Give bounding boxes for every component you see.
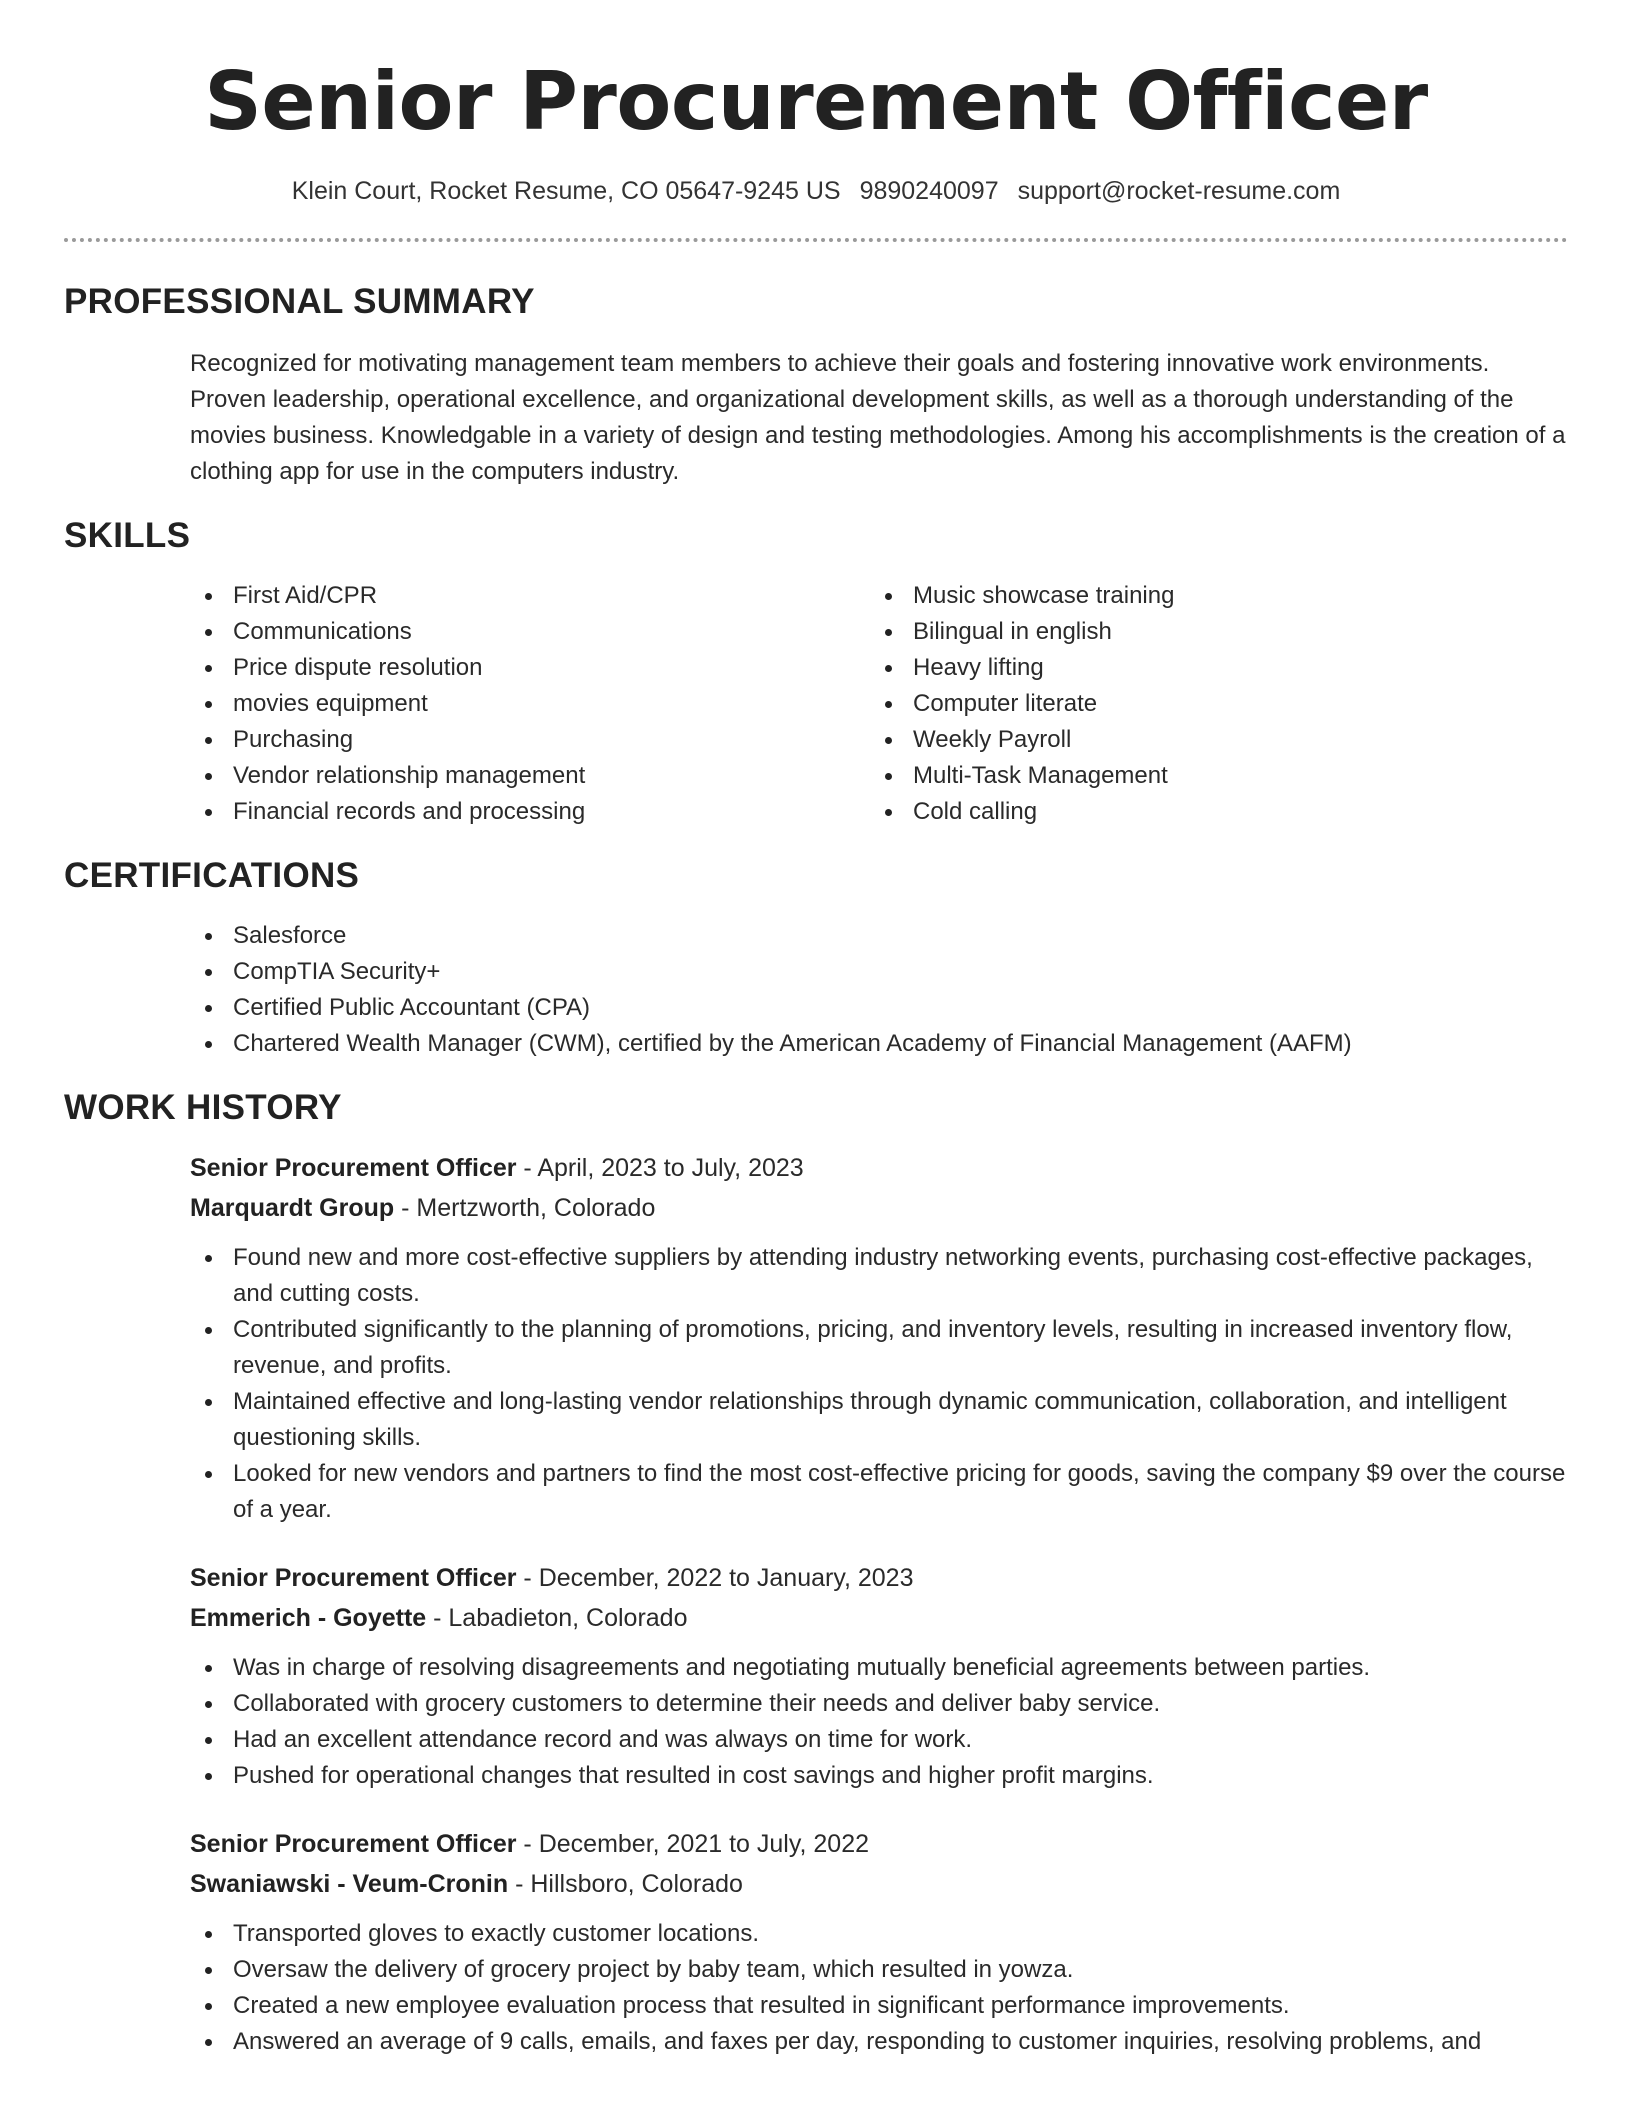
job-title-line <box>190 1558 1568 1598</box>
skill-item: Vendor relationship management <box>190 758 870 794</box>
skill-item: Heavy lifting <box>870 650 1550 686</box>
skill-item: Music showcase training <box>870 578 1550 614</box>
skills-grid <box>190 578 1568 830</box>
job-dates: - December, 2022 to January, 2023 <box>516 1564 914 1592</box>
job-title-line <box>190 1148 1568 1188</box>
job-location: - Labadieton, Colorado <box>426 1604 688 1632</box>
skills-heading: SKILLS <box>64 516 191 555</box>
job-title: Senior Procurement Officer <box>190 1154 517 1182</box>
job-bullet: Maintained effective and long-lasting vendor relationships through dynamic communication, collaboration, and intelligent questioning skills. <box>190 1384 1568 1456</box>
summary-heading: PROFESSIONAL SUMMARY <box>64 282 535 321</box>
job-location: - Mertzworth, Colorado <box>394 1194 656 1222</box>
certification-item: Salesforce <box>190 918 1568 954</box>
resume-name: Senior Procurement Officer <box>204 55 1428 148</box>
contact-line <box>64 174 1568 208</box>
job-company-line <box>190 1188 1568 1228</box>
resume-page <box>64 0 1568 2060</box>
job-title: Senior Procurement Officer <box>190 1830 517 1858</box>
summary-section <box>64 280 1568 490</box>
job-dates: - December, 2021 to July, 2022 <box>516 1830 869 1858</box>
contact-address: Klein Court, Rocket Resume, CO 05647-9245 US <box>291 177 841 205</box>
job-bullet: Collaborated with grocery customers to determine their needs and deliver baby service. <box>190 1686 1568 1722</box>
skill-item: Weekly Payroll <box>870 722 1550 758</box>
job-bullet: Answered an average of 9 calls, emails, and faxes per day, responding to customer inquiries, resolving problems, and <box>190 2024 1568 2060</box>
job-bullets <box>190 1916 1568 2060</box>
skill-item: Communications <box>190 614 870 650</box>
work-history-section <box>64 1086 1568 2060</box>
job-company-line <box>190 1598 1568 1638</box>
work-history-heading: WORK HISTORY <box>64 1088 342 1127</box>
skills-list-left <box>190 578 870 830</box>
job-bullet: Had an excellent attendance record and was always on time for work. <box>190 1722 1568 1758</box>
summary-text: Recognized for motivating management team members to achieve their goals and fostering innovative work environments. Proven leadership, operational excellence, and organizational development skills, as well as a thorough understanding of the movies business. Knowledgable in a variety of design and testing methodologies. Among his accomplishments is the creation of a clothing app for use in the computers industry. <box>190 350 1566 485</box>
job-company: Emmerich - Goyette <box>190 1604 427 1632</box>
skills-section <box>64 514 1568 830</box>
job-bullets <box>190 1240 1568 1528</box>
contact-email[interactable]: support@rocket-resume.com <box>1017 177 1341 205</box>
job-entry <box>190 1148 1568 1528</box>
certifications-list <box>190 918 1568 1062</box>
job-title-line <box>190 1824 1568 1864</box>
job-bullet: Found new and more cost-effective suppliers by attending industry networking events, purchasing cost-effective packages, and cutting costs. <box>190 1240 1568 1312</box>
job-entry <box>190 1558 1568 1794</box>
job-entry <box>190 1824 1568 2060</box>
certifications-heading: CERTIFICATIONS <box>64 856 360 895</box>
certification-item: CompTIA Security+ <box>190 954 1568 990</box>
job-title: Senior Procurement Officer <box>190 1564 517 1592</box>
job-bullets <box>190 1650 1568 1794</box>
header-divider <box>64 238 1568 242</box>
certification-item: Chartered Wealth Manager (CWM), certified by the American Academy of Financial Management (AAFM) <box>190 1026 1568 1062</box>
contact-phone: 9890240097 <box>859 177 999 205</box>
certifications-section <box>64 854 1568 1062</box>
job-company: Marquardt Group <box>190 1194 395 1222</box>
skill-item: Bilingual in english <box>870 614 1550 650</box>
job-dates: - April, 2023 to July, 2023 <box>516 1154 804 1182</box>
certification-item: Certified Public Accountant (CPA) <box>190 990 1568 1026</box>
job-bullet: Created a new employee evaluation process that resulted in significant performance improvements. <box>190 1988 1568 2024</box>
skill-item: Purchasing <box>190 722 870 758</box>
job-location: - Hillsboro, Colorado <box>508 1870 743 1898</box>
skill-item: Computer literate <box>870 686 1550 722</box>
job-company-line <box>190 1864 1568 1904</box>
job-bullet: Oversaw the delivery of grocery project by baby team, which resulted in yowza. <box>190 1952 1568 1988</box>
job-bullet: Pushed for operational changes that resulted in cost savings and higher profit margins. <box>190 1758 1568 1794</box>
job-bullet: Looked for new vendors and partners to find the most cost-effective pricing for goods, saving the company $9 over the course of a year. <box>190 1456 1568 1528</box>
skill-item: Multi-Task Management <box>870 758 1550 794</box>
skill-item: First Aid/CPR <box>190 578 870 614</box>
job-bullet: Contributed significantly to the planning of promotions, pricing, and inventory levels, resulting in increased inventory flow, revenue, and profits. <box>190 1312 1568 1384</box>
skill-item: Financial records and processing <box>190 794 870 830</box>
skill-item: Price dispute resolution <box>190 650 870 686</box>
skill-item: movies equipment <box>190 686 870 722</box>
job-bullet: Transported gloves to exactly customer locations. <box>190 1916 1568 1952</box>
skill-item: Cold calling <box>870 794 1550 830</box>
job-company: Swaniawski - Veum-Cronin <box>190 1870 509 1898</box>
job-bullet: Was in charge of resolving disagreements and negotiating mutually beneficial agreements between parties. <box>190 1650 1568 1686</box>
skills-list-right <box>870 578 1550 830</box>
